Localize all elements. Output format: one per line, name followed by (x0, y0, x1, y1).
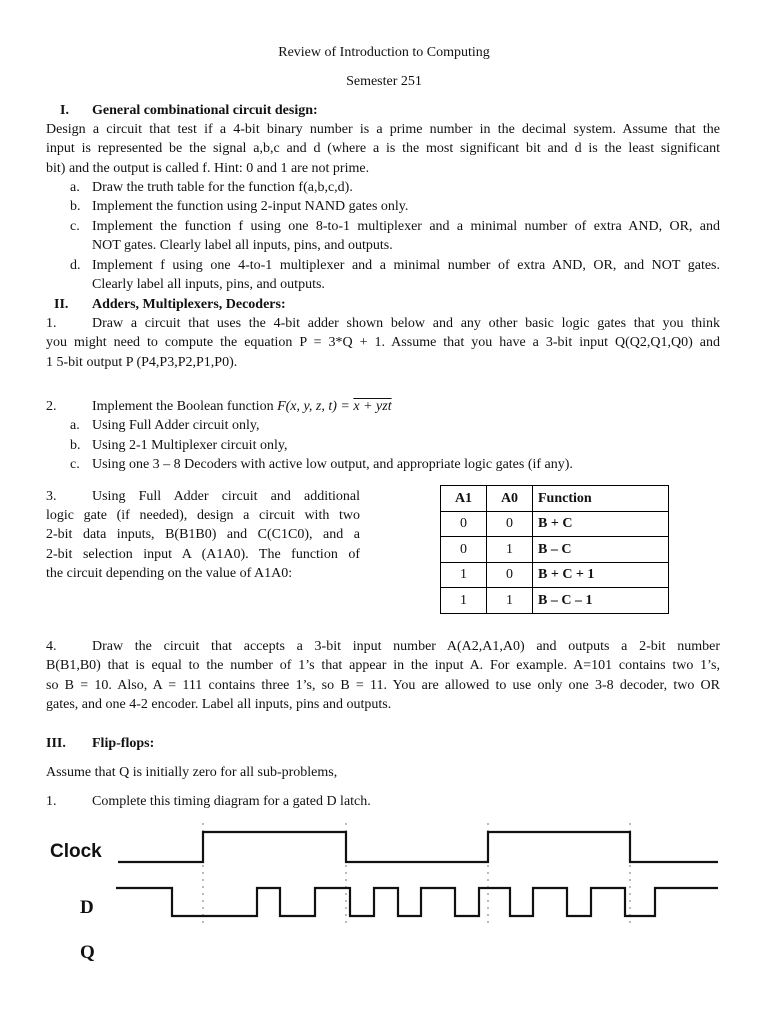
table-cell: B + C + 1 (533, 562, 669, 588)
assumption-text: Assume that Q is initially zero for all sub-problems, (46, 765, 338, 780)
table-cell: 0 (487, 562, 533, 588)
d-label: D (80, 897, 94, 918)
table-header: A1 (441, 486, 487, 512)
item-text: Clearly label all inputs, pins, and outputs. (92, 277, 325, 292)
table-cell: B – C (533, 537, 669, 563)
document-title: Review of Introduction to Computing (278, 45, 490, 60)
q3-line-2: logic gate (if needed), design a circuit with two (46, 508, 360, 523)
q3-line-1: Using Full Adder circuit and additional (92, 489, 360, 504)
q4-line-1: Draw the circuit that accepts a 3-bit input number A(A2,A1,A0) and outputs a 2-bit number (92, 639, 720, 654)
item-text: Implement the function using 2-input NAND gates only. (92, 199, 409, 214)
item-text: Using Full Adder circuit only, (92, 418, 260, 433)
table-cell: 0 (441, 537, 487, 563)
q2-text (92, 397, 392, 416)
question-number: 4. (46, 639, 57, 654)
item-text: Using one 3 – 8 Decoders with active low output, and appropriate logic gates (if any). (92, 457, 573, 472)
item-letter: a. (70, 418, 80, 433)
section-2-heading: Adders, Multiplexers, Decoders: (92, 297, 286, 312)
q3-line-4: 2-bit selection input A (A1A0). The function of (46, 547, 360, 562)
section-3-heading: Flip-flops: (92, 736, 155, 751)
section-3-numeral: III. (46, 736, 66, 751)
question-number: 2. (46, 399, 57, 414)
function-table (440, 485, 669, 614)
semester-label: Semester 251 (346, 74, 422, 89)
clock-waveform (118, 832, 718, 862)
item-letter: a. (70, 180, 80, 195)
table-header: Function (533, 486, 669, 512)
table-header-row (441, 486, 669, 512)
q3-line-3: 2-bit data inputs, B(B1B0) and C(C1C0), and a (46, 527, 360, 542)
table-row (441, 588, 669, 614)
section-2-numeral: II. (54, 297, 69, 312)
q1-line-1: Draw a circuit that uses the 4-bit adder shown below and any other basic logic gates that you think (92, 316, 720, 331)
item-text: Implement f using one 4-to-1 multiplexer and a minimal number of extra AND, OR, and NOT gates. (92, 258, 720, 273)
item-text: Implement the function f using one 8-to-1 multiplexer and a minimal number of extra AND, OR, and (92, 219, 720, 234)
question-number: 1. (46, 794, 57, 809)
item-text: Draw the truth table for the function f(a,b,c,d). (92, 180, 353, 195)
item-letter: b. (70, 199, 81, 214)
d-waveform (116, 888, 718, 916)
q1-line-3: 1 5-bit output P (P4,P3,P2,P1,P0). (46, 355, 238, 370)
item-letter: d. (70, 258, 81, 273)
item-text: NOT gates. Clearly label all inputs, pins, and outputs. (92, 238, 393, 253)
item-text: Using 2-1 Multiplexer circuit only, (92, 438, 288, 453)
table-row (441, 562, 669, 588)
section-1-numeral: I. (60, 103, 69, 118)
table-header: A0 (487, 486, 533, 512)
section-1-para-line-1: Design a circuit that test if a 4-bit binary number is a prime number in the decimal system. Assume that the (46, 122, 720, 137)
q4-line-3: so B = 10. Also, A = 111 contains three 1’s, so B = 11. You are allowed to use only one 3-8 decoder, two OR (46, 678, 720, 693)
table-row (441, 537, 669, 563)
q-label: Q (80, 942, 95, 963)
section-1-heading: General combinational circuit design: (92, 103, 318, 118)
item-letter: c. (70, 219, 80, 234)
table-cell: B – C – 1 (533, 588, 669, 614)
formula-rhs: x + yzt (353, 399, 392, 414)
table-cell: 1 (441, 588, 487, 614)
table-row (441, 511, 669, 537)
table-cell: 0 (487, 511, 533, 537)
item-letter: c. (70, 457, 80, 472)
question-number: 3. (46, 489, 57, 504)
q1-line-2: you might need to compute the equation P = 3*Q + 1. Assume that you have a 3-bit input Q(Q2,Q1,Q0) and (46, 335, 720, 350)
timing-question-text: Complete this timing diagram for a gated D latch. (92, 794, 371, 809)
item-letter: b. (70, 438, 81, 453)
question-number: 1. (46, 316, 57, 331)
table-cell: B + C (533, 511, 669, 537)
section-1-para-line-3: bit) and the output is called f. Hint: 0 and 1 are not prime. (46, 161, 370, 176)
q4-line-2: B(B1,B0) that is equal to the number of 1’s that appear in the input A. For example. A=101 contains two 1’s, (46, 658, 720, 673)
clock-label: Clock (50, 841, 102, 862)
formula-lhs: F(x, y, z, t) = (277, 399, 354, 414)
q3-line-5: the circuit depending on the value of A1A0: (46, 566, 293, 581)
q2-intro: Implement the Boolean function (92, 399, 274, 414)
section-1-para-line-2: input is represented be the signal a,b,c and d (where a is the most significant bit and d is the least significant (46, 141, 720, 156)
table-cell: 0 (441, 511, 487, 537)
table-cell: 1 (487, 588, 533, 614)
timing-diagram[interactable] (0, 815, 768, 945)
q4-line-4: gates, and one 4-2 encoder. Label all inputs, pins and outputs. (46, 697, 392, 712)
table-cell: 1 (487, 537, 533, 563)
table-cell: 1 (441, 562, 487, 588)
